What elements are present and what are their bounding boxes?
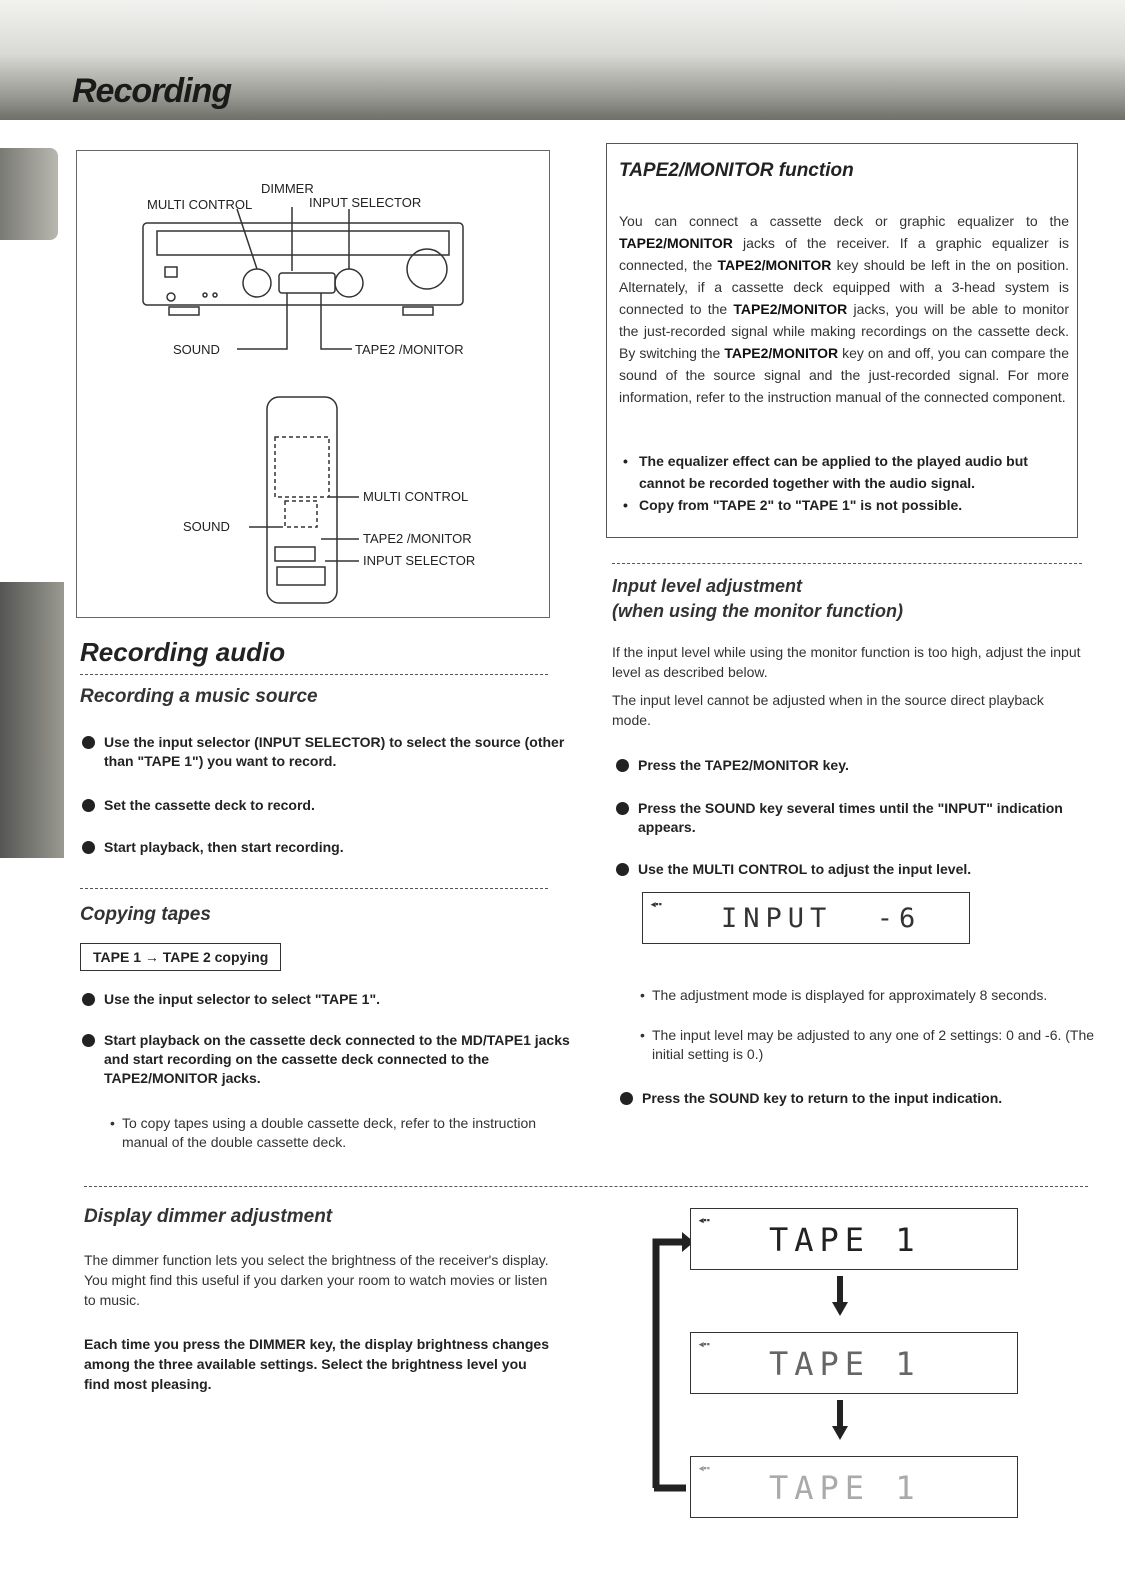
remote-label-input-selector: INPUT SELECTOR (363, 553, 476, 568)
dimmer-display-bright (690, 1208, 1018, 1270)
divider (84, 1186, 1088, 1187)
down-arrow-icon (832, 1400, 848, 1442)
dimmer-display-text-3: TAPE 1 (769, 1469, 921, 1507)
display-indicator-icon: ◂▪▪ (699, 1339, 710, 1349)
bullet-icon (82, 736, 95, 749)
bullet-icon (620, 1092, 633, 1105)
tape-monitor-notes (619, 450, 1069, 516)
display-indicator-icon: ◂▪▪ (699, 1215, 710, 1225)
input-level-display (642, 892, 970, 944)
label-sound: SOUND (173, 342, 220, 357)
divider (612, 563, 1082, 564)
bullet-icon (616, 802, 629, 815)
dimmer-display-text-2: TAPE 1 (769, 1345, 921, 1383)
input-note-1: • The adjustment mode is displayed for approximately 8 seconds. (638, 986, 1104, 1005)
copy-mode-tag: TAPE 1 → TAPE 2 copying (80, 943, 281, 971)
label-multi-control: MULTI CONTROL (147, 197, 253, 212)
input-final-step: Press the SOUND key to return to the input indication. (620, 1089, 1112, 1108)
input-step-2: Press the SOUND key several times until the "INPUT" indication appears. (616, 799, 1108, 837)
recording-audio-heading: Recording audio (80, 637, 286, 667)
bullet-icon (616, 863, 629, 876)
dimmer-para: The dimmer function lets you select the brightness of the receiver's display. You might find this useful if you darken your room to watch movies or listen to music. (84, 1252, 549, 1308)
remote-label-multi-control: MULTI CONTROL (363, 489, 469, 504)
display-indicator-icon: ◂▪▪ (699, 1463, 710, 1473)
down-arrow-icon (832, 1276, 848, 1318)
dimmer-display-medium (690, 1332, 1018, 1394)
input-display-text: INPUT -6 (721, 903, 922, 934)
tape-monitor-box (606, 143, 1078, 538)
dimmer-display-dim (690, 1456, 1018, 1518)
controls-diagram-svg (77, 151, 549, 617)
music-step-2: Set the cassette deck to record. (82, 796, 574, 815)
input-step-3: Use the MULTI CONTROL to adjust the input level. (616, 860, 1108, 879)
bullet-icon (82, 799, 95, 812)
tape-monitor-heading: TAPE2/MONITOR function (619, 160, 854, 181)
divider (80, 674, 548, 675)
label-input-selector: INPUT SELECTOR (309, 195, 422, 210)
music-step-3: Start playback, then start recording. (82, 838, 574, 857)
receiver-illustration (143, 207, 463, 349)
bullet-icon (82, 1034, 95, 1047)
remote-label-tape2-monitor: TAPE2 /MONITOR (363, 531, 472, 546)
tape-monitor-body: You can connect a cassette deck or graphic equalizer to the TAPE2/MONITOR jacks of the receiver. If a graphic equalizer is connected, the TAPE2/MONITOR key should be left in the on position. Alternately, if a cassette deck equipped with a 3-head system is connected to the TAPE2/MONITOR jacks, you will be able to monitor the just-recorded signal while making recordings on the cassette deck. By switching the TAPE2/MONITOR key on and off, you can compare the sound of the source signal and the just-recorded signal. For more information, refer to the instruction manual of the connected component. (619, 213, 1069, 405)
bullet-icon (82, 993, 95, 1006)
input-level-heading: Input level adjustment (when using the monitor function) (612, 576, 903, 621)
tape-note-1: • The equalizer effect can be applied to the played audio but cannot be recorded together with the audio signal. (619, 450, 1069, 494)
dimmer-cycle-bracket (636, 1212, 696, 1532)
input-level-para-1: If the input level while using the monitor function is too high, adjust the input level as described below. (612, 644, 1081, 680)
controls-diagram (76, 150, 550, 618)
dimmer-display-text-1: TAPE 1 (769, 1221, 921, 1259)
copy-step-2: Start playback on the cassette deck connected to the MD/TAPE1 jacks and start recording on the cassette deck connected to the TAPE2/MONITOR jacks. (82, 1031, 574, 1088)
copy-step-1: Use the input selector to select "TAPE 1". (82, 990, 574, 1009)
label-dimmer: DIMMER (261, 181, 314, 196)
input-level-para-2: The input level cannot be adjusted when in the source direct playback mode. (612, 692, 1044, 728)
bullet-icon (616, 759, 629, 772)
copy-note: • To copy tapes using a double cassette deck, refer to the instruction manual of the double cassette deck. (108, 1114, 568, 1152)
music-step-1: Use the input selector (INPUT SELECTOR) to select the source (other than "TAPE 1") you want to record. (82, 733, 574, 771)
side-tab-bottom (0, 582, 64, 858)
remote-label-sound: SOUND (183, 519, 230, 534)
input-step-1: Press the TAPE2/MONITOR key. (616, 756, 1108, 775)
remote-illustration (249, 397, 359, 603)
divider (80, 888, 548, 889)
dimmer-heading: Display dimmer adjustment (84, 1206, 333, 1227)
dimmer-instruction: Each time you press the DIMMER key, the display brightness changes among the three available settings. Select the brightness level you find most pleasing. (84, 1336, 549, 1392)
music-source-heading: Recording a music source (80, 686, 318, 707)
side-tab-top (0, 148, 58, 240)
input-note-2: • The input level may be adjusted to any one of 2 settings: 0 and -6. (The initial setting is 0.) (638, 1026, 1104, 1064)
label-tape2-monitor: TAPE2 /MONITOR (355, 342, 464, 357)
bullet-icon (82, 841, 95, 854)
display-indicator-icon: ◂▪▪ (651, 899, 662, 909)
page-title: Recording (72, 72, 232, 110)
tape-note-2: • Copy from "TAPE 2" to "TAPE 1" is not possible. (619, 494, 1069, 516)
copying-heading: Copying tapes (80, 904, 211, 925)
